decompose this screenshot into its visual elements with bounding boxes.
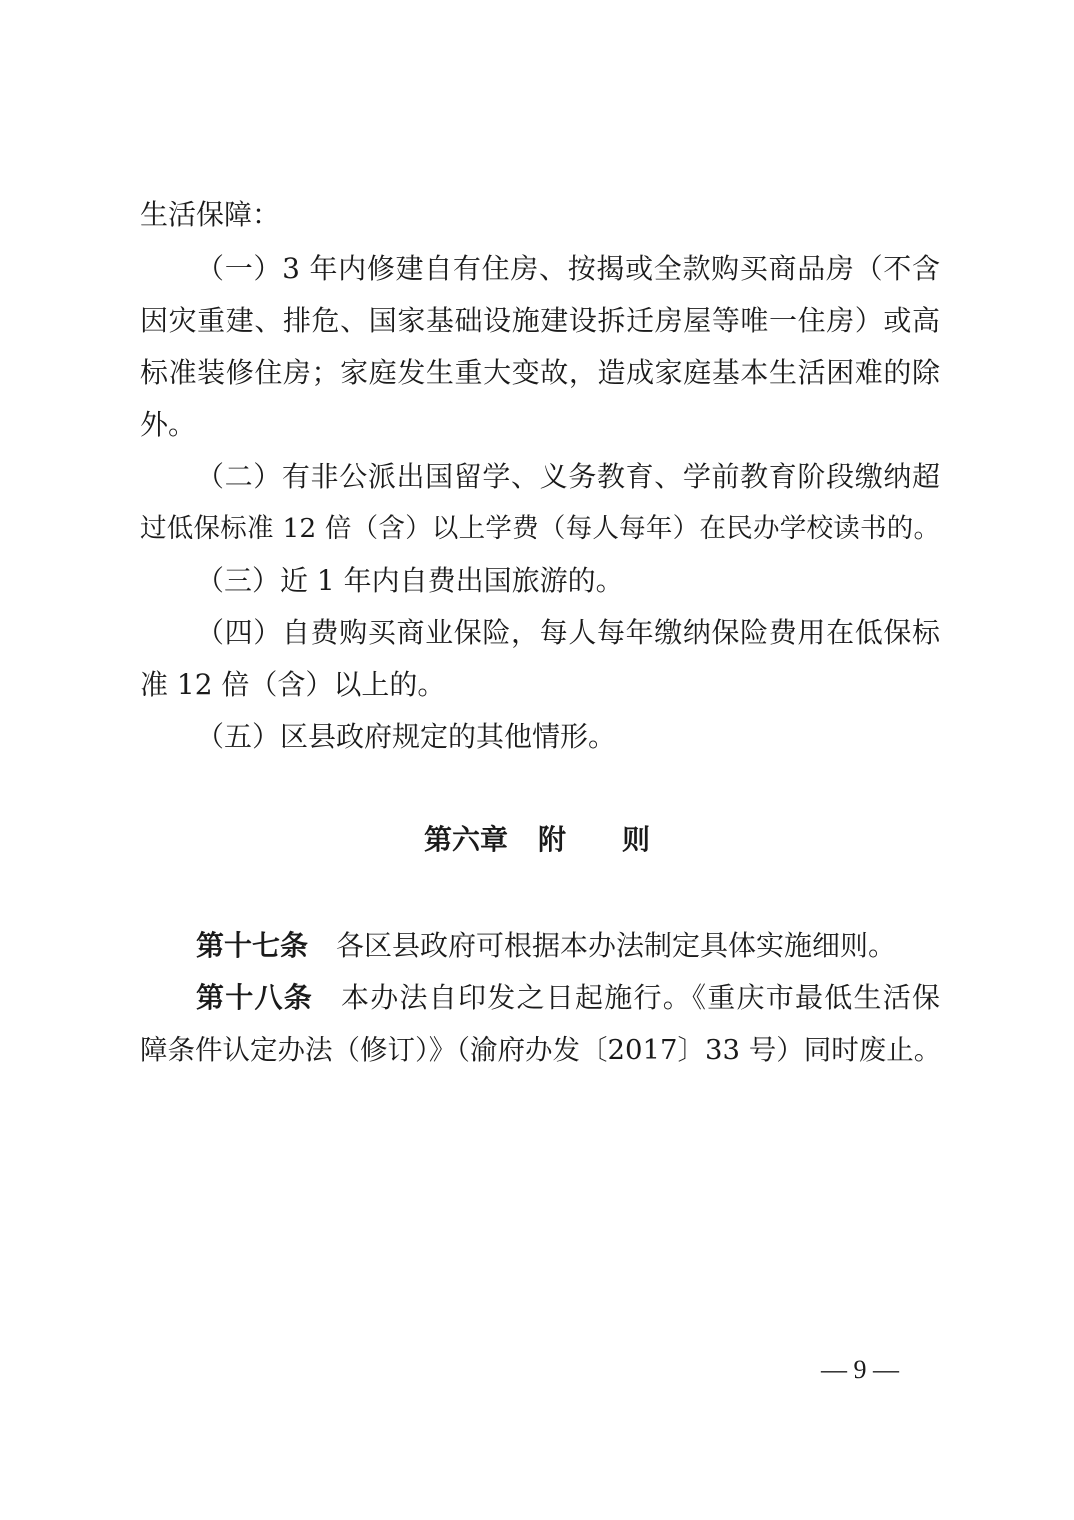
chapter-number: 第六章 [423,823,508,856]
intro-continuation: 生活保障： [140,198,281,231]
chapter-title-part2: 则 [622,823,651,856]
article-18-label: 第十八条 [196,981,313,1014]
article-17 [196,928,940,964]
item-2-line-2: 过低保标准 12 倍（含）以上学费（每人每年）在民办学校读书的。 [140,513,940,544]
item-4-line-1: （四）自费购买商业保险，每人每年缴纳保险费用在低保标 [196,616,940,649]
item-1-line-2: 因灾重建、排危、国家基础设施建设拆迁房屋等唯一住房）或高 [140,304,940,337]
page-number: — 9 — [821,1355,899,1384]
item-4-line-2: 准 12 倍（含）以上的。 [140,668,446,701]
article-18-line-2: 障条件认定办法（修订）》（渝府办发〔2017〕33 号）同时废止。 [140,1034,942,1066]
chapter-heading [0,822,1074,858]
item-1-line-4: 外。 [140,408,197,441]
item-1-line-1: （一）3 年内修建自有住房、按揭或全款购买商品房（不含 [196,252,940,285]
item-3-line-1: （三）近 1 年内自费出国旅游的。 [196,564,624,597]
item-1-line-3: 标准装修住房；家庭发生重大变故，造成家庭基本生活困难的除 [140,356,940,389]
article-18-line-1 [196,980,940,1016]
article-17-text: 各区县政府可根据本办法制定具体实施细则。 [336,929,897,962]
article-18-text-1: 本办法自印发之日起施行。《重庆市最低生活保 [341,981,940,1014]
item-2-line-1: （二）有非公派出国留学、义务教育、学前教育阶段缴纳超 [196,460,940,493]
article-17-label: 第十七条 [196,929,309,962]
item-5-line-1: （五）区县政府规定的其他情形。 [196,720,617,753]
chapter-title-part1: 附 [537,823,566,856]
